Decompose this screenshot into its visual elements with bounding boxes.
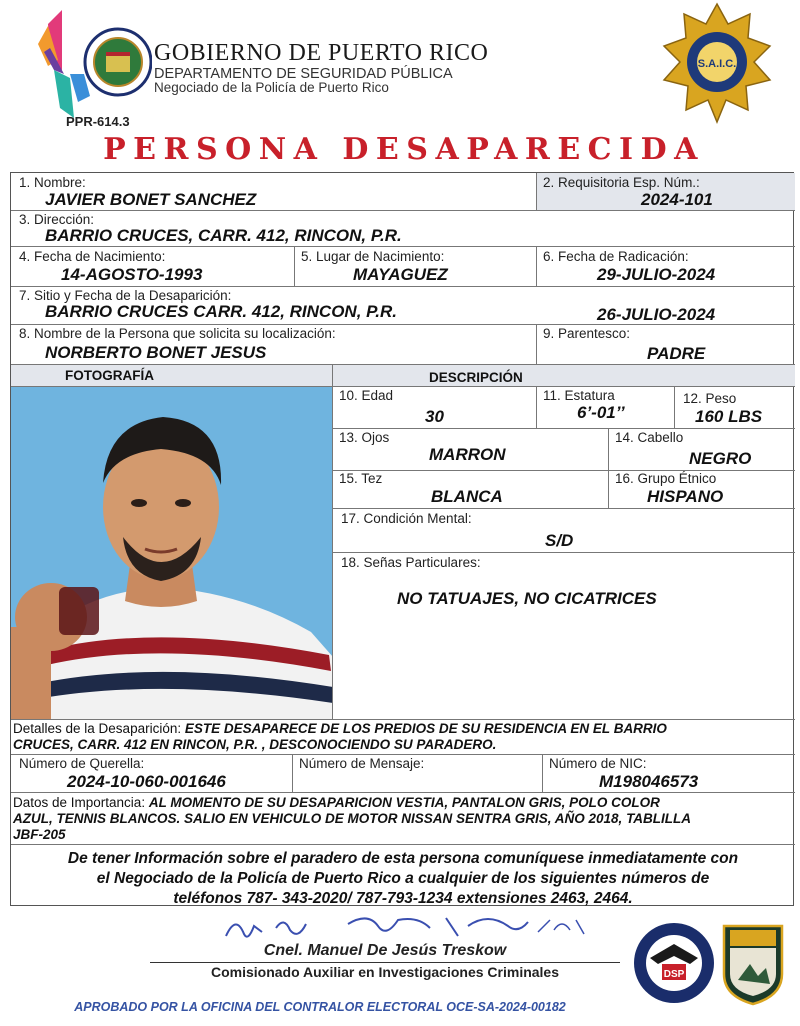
signature-line xyxy=(150,962,620,963)
birth-place-cell xyxy=(295,247,537,287)
important-text-line1: AL MOMENTO DE SU DESAPARICION VESTIA, PANTALON GRIS, POLO COLOR xyxy=(148,795,660,810)
important-text-line3: JBF-205 xyxy=(13,827,66,842)
mental-condition-label: 17. Condición Mental: xyxy=(341,511,472,526)
ethnic-label: 16. Grupo Étnico xyxy=(615,471,717,486)
disappearance-date: 26-JULIO-2024 xyxy=(597,305,716,324)
details-text-line2: CRUCES, CARR. 412 EN RINCON, P.R. , DESCONOCIENDO SU PARADERO. xyxy=(13,737,497,752)
form-code: PPR-614.3 xyxy=(66,114,130,129)
nic-number-label: Número de NIC: xyxy=(549,756,647,771)
weight-cell xyxy=(675,387,795,429)
police-bureau-badge xyxy=(720,922,786,1006)
dsp-seal xyxy=(632,920,716,1006)
distinguishing-marks-label: 18. Señas Particulares: xyxy=(341,555,481,570)
age-label: 10. Edad xyxy=(339,388,394,403)
description-header: DESCRIPCIÓN xyxy=(429,370,523,385)
age-cell xyxy=(333,387,537,429)
description-header-cell xyxy=(333,365,795,387)
important-data-label: Datos de Importancia: xyxy=(13,795,146,810)
bureau-name: Negociado de la Policía de Puerto Rico xyxy=(154,80,389,95)
name-label: 1. Nombre: xyxy=(19,175,86,190)
signatory-name: Cnel. Manuel De Jesús Treskow xyxy=(263,942,507,959)
mental-condition-cell xyxy=(333,509,795,553)
eyes-cell xyxy=(333,429,609,471)
contact-line2: el Negociado de la Policía de Puerto Rico a cualquier de los siguientes números de xyxy=(96,870,710,887)
contact-line1: De tener Información sobre el paradero de esta persona comuníquese inmediatamente con xyxy=(67,850,739,867)
address-cell xyxy=(11,211,795,247)
important-data-cell xyxy=(11,793,795,845)
approval-note: APROBADO POR LA OFICINA DEL CONTRALOR ELECTORAL OCE-SA-2024-00182 xyxy=(74,1000,566,1014)
government-title: GOBIERNO DE PUERTO RICO xyxy=(154,40,489,66)
complexion-value: BLANCA xyxy=(431,487,503,506)
age-value: 30 xyxy=(425,407,444,426)
photo-header: FOTOGRAFÍA xyxy=(65,368,154,383)
saic-center-text: S.A.I.C. xyxy=(697,58,737,70)
birth-place-value: MAYAGUEZ xyxy=(353,265,448,284)
nic-number-value: M198046573 xyxy=(599,772,699,791)
message-number-cell xyxy=(293,755,543,793)
requisition-value: 2024-101 xyxy=(641,190,713,209)
complexion-label: 15. Tez xyxy=(339,471,383,486)
dsp-seal-text: DSP xyxy=(663,969,685,980)
saic-police-seal xyxy=(660,2,774,124)
eyes-value: MARRON xyxy=(429,445,506,464)
birth-date-value: 14-AGOSTO-1993 xyxy=(61,265,203,284)
weight-value: 160 LBS xyxy=(695,407,763,426)
ethnic-cell xyxy=(609,471,795,509)
nic-number-cell xyxy=(543,755,795,793)
name-cell xyxy=(11,173,537,211)
hair-value: NEGRO xyxy=(689,449,752,468)
photo-frame xyxy=(11,387,333,720)
contact-message xyxy=(11,849,795,909)
hair-cell xyxy=(609,429,795,471)
requester-label: 8. Nombre de la Persona que solicita su localización: xyxy=(19,326,336,341)
page-title: PERSONA DESAPARECIDA xyxy=(103,132,705,167)
address-value: BARRIO CRUCES, CARR. 412, RINCON, P.R. xyxy=(45,226,402,245)
distinguishing-marks-value: NO TATUAJES, NO CICATRICES xyxy=(397,589,657,608)
name-value: JAVIER BONET SANCHEZ xyxy=(45,190,257,209)
complaint-number-cell xyxy=(11,755,293,793)
weight-label: 12. Peso xyxy=(683,391,737,406)
height-label: 11. Estatura xyxy=(543,388,615,403)
distinguishing-marks-cell xyxy=(333,553,795,720)
details-cell xyxy=(11,720,795,755)
filing-date-value: 29-JULIO-2024 xyxy=(597,265,716,284)
relationship-cell xyxy=(537,325,795,365)
disappearance-label: 7. Sitio y Fecha de la Desaparición: xyxy=(19,288,232,303)
height-cell xyxy=(537,387,675,429)
filing-date-label: 6. Fecha de Radicación: xyxy=(543,249,689,264)
birth-place-label: 5. Lugar de Nacimiento: xyxy=(301,249,445,264)
complexion-cell xyxy=(333,471,609,509)
complaint-number-value: 2024-10-060-001646 xyxy=(67,772,226,791)
details-label: Detalles de la Desaparición: xyxy=(13,721,182,736)
important-text-line2: AZUL, TENNIS BLANCOS. SALIO EN VEHICULO DE MOTOR NISSAN SENTRA GRIS, AÑO 2018, TABLILLA xyxy=(13,811,692,826)
ethnic-value: HISPANO xyxy=(647,487,724,506)
height-value: 6’-01’’ xyxy=(577,403,625,422)
address-label: 3. Dirección: xyxy=(19,212,95,227)
hair-label: 14. Cabello xyxy=(615,430,684,445)
puerto-rico-government-logo xyxy=(34,4,152,122)
missing-person-form xyxy=(10,172,794,906)
birth-date-label: 4. Fecha de Nacimiento: xyxy=(19,249,166,264)
relationship-label: 9. Parentesco: xyxy=(543,326,631,341)
photo-header-cell xyxy=(11,365,333,387)
disappearance-place: BARRIO CRUCES CARR. 412, RINCON, P.R. xyxy=(45,302,398,321)
requisition-cell xyxy=(537,173,795,211)
details-text-line1: ESTE DESAPARECE DE LOS PREDIOS DE SU RESIDENCIA EN EL BARRIO xyxy=(184,721,667,736)
birth-date-cell xyxy=(11,247,295,287)
eyes-label: 13. Ojos xyxy=(339,430,390,445)
signatory-title: Comisionado Auxiliar en Investigaciones Criminales xyxy=(210,964,560,980)
relationship-value: PADRE xyxy=(647,344,706,363)
message-number-label: Número de Mensaje: xyxy=(299,756,425,771)
requisition-label: 2. Requisitoria Esp. Núm.: xyxy=(543,175,700,190)
requester-cell xyxy=(11,325,537,365)
filing-date-cell xyxy=(537,247,795,287)
department-name: DEPARTAMENTO DE SEGURIDAD PÚBLICA xyxy=(154,66,453,82)
mental-condition-value: S/D xyxy=(545,531,574,550)
contact-line3: teléfonos 787- 343-2020/ 787-793-1234 extensiones 2463, 2464. xyxy=(173,890,633,907)
complaint-number-label: Número de Querella: xyxy=(19,756,145,771)
handwritten-signature xyxy=(218,906,598,946)
disappearance-cell xyxy=(11,287,795,325)
requester-value: NORBERTO BONET JESUS xyxy=(45,343,267,362)
